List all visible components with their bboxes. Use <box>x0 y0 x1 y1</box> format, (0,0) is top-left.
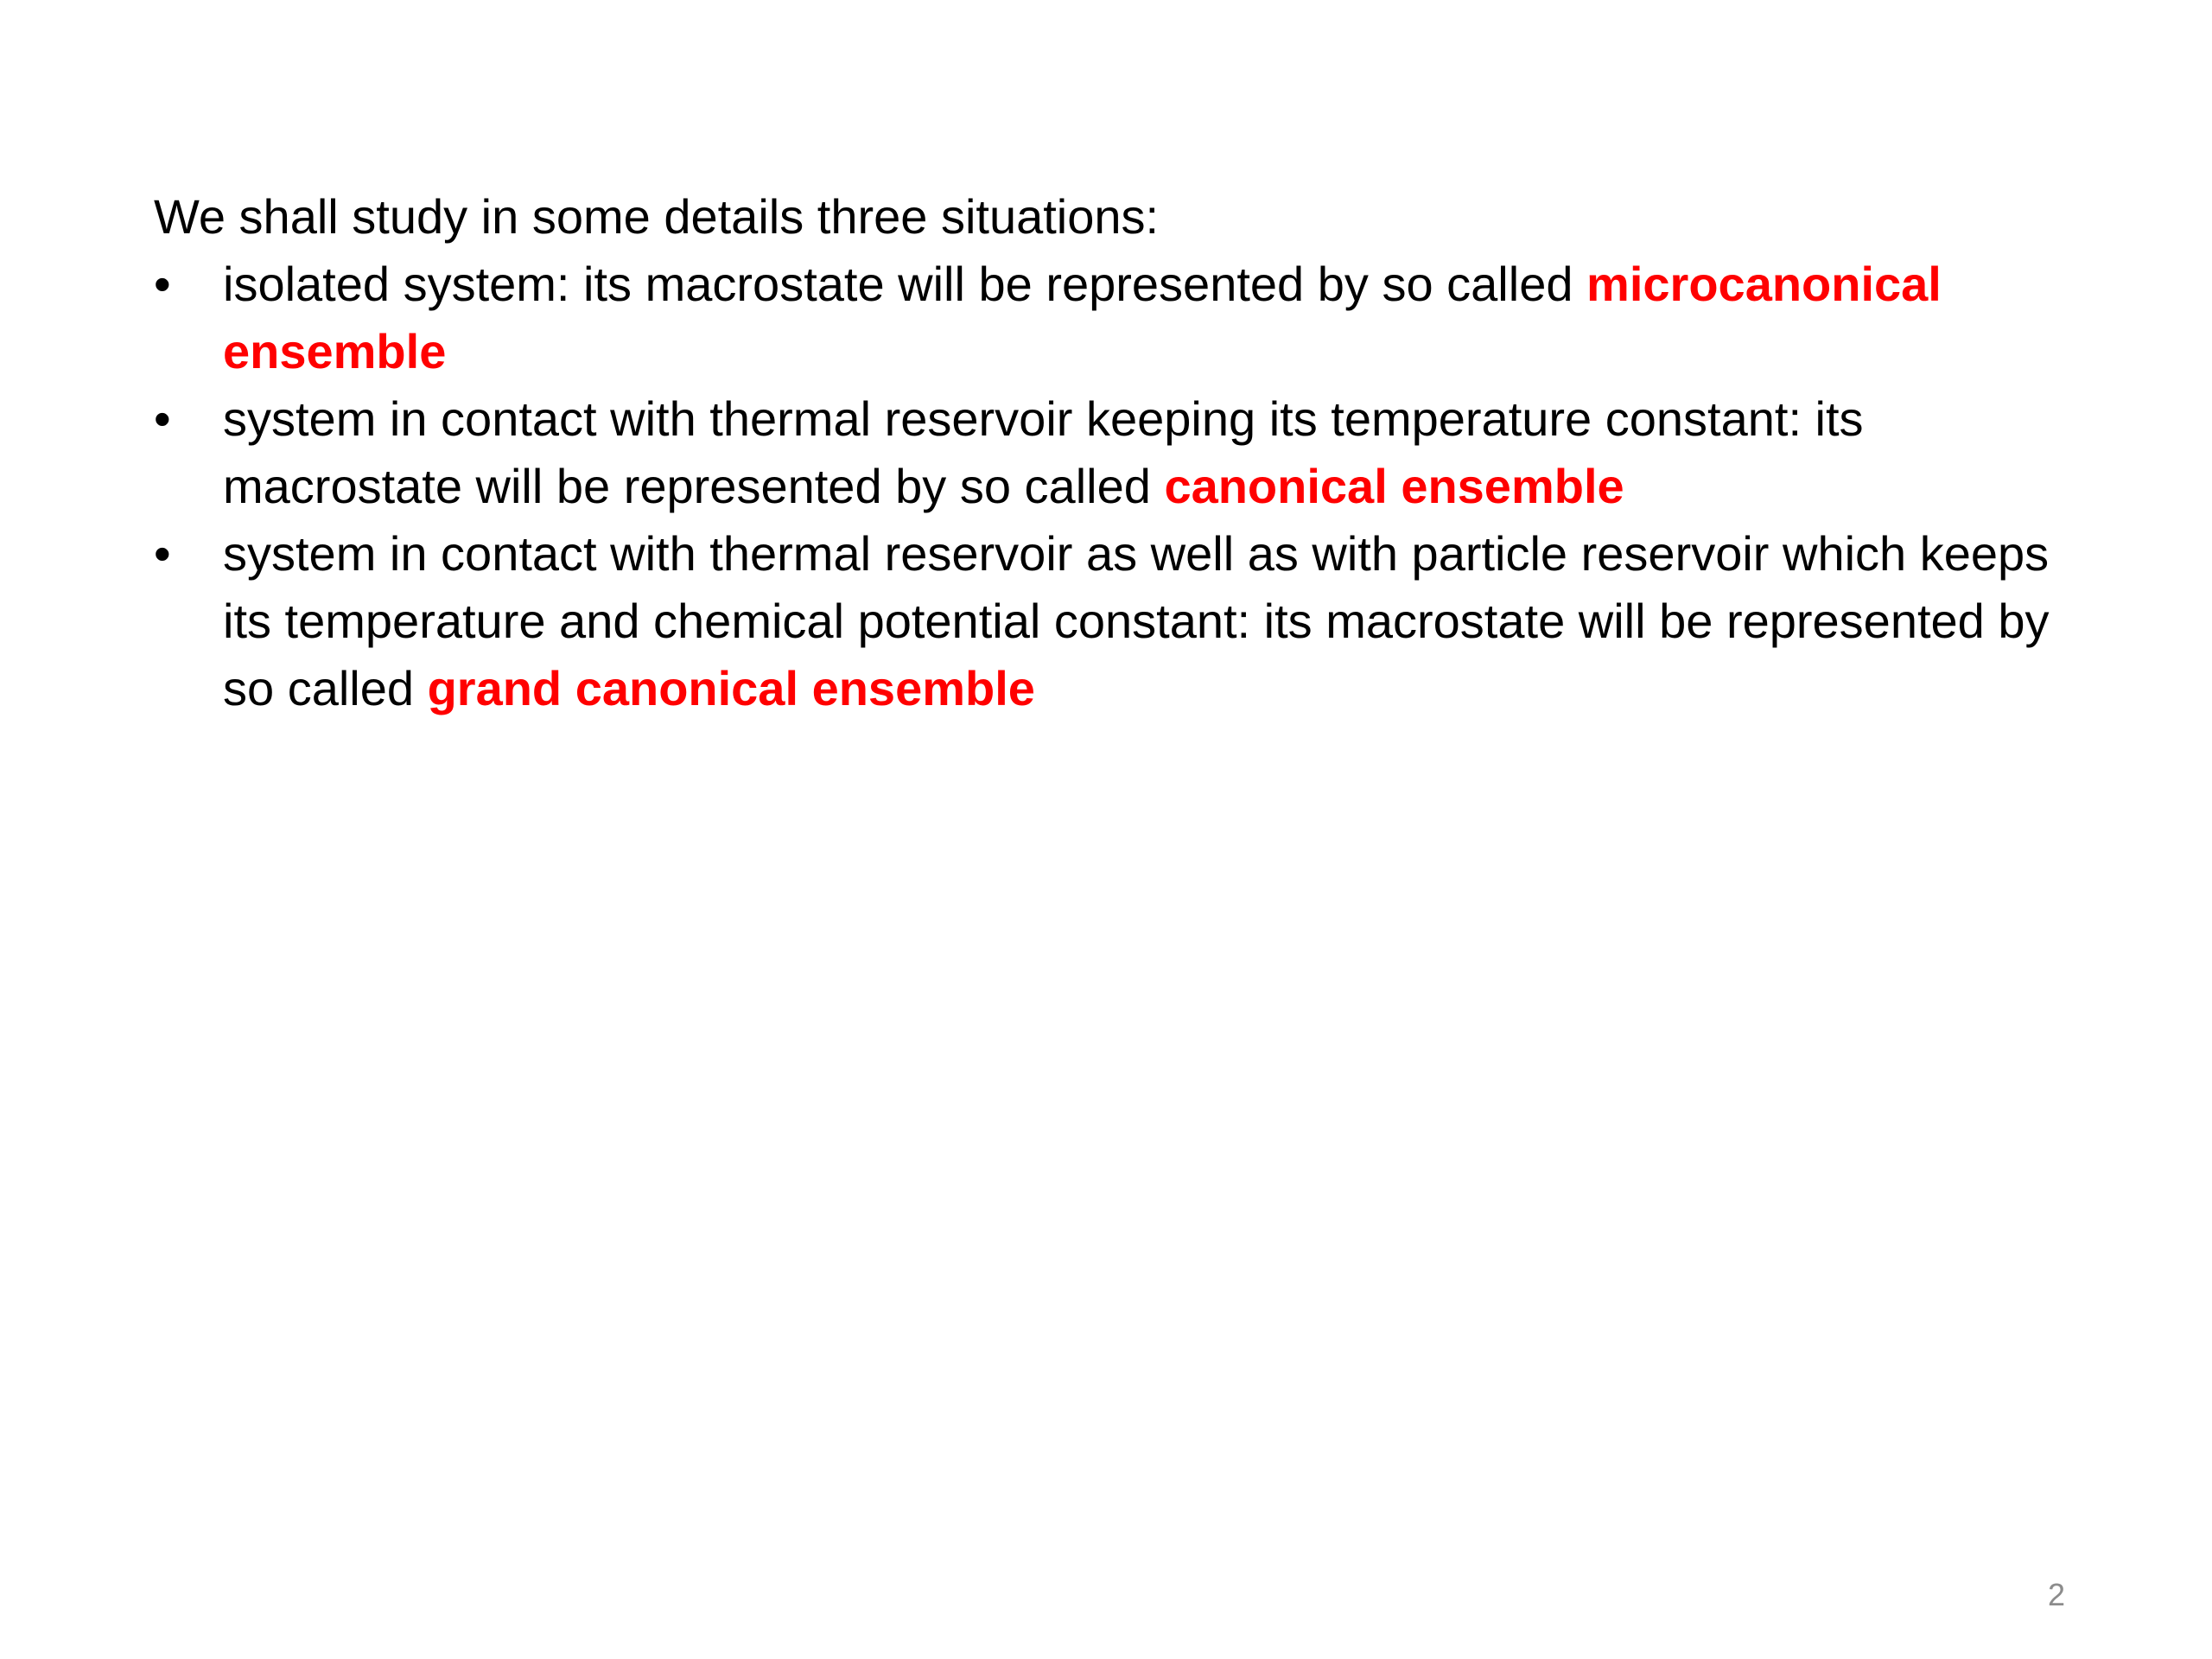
bullet-item-thermal-reservoir <box>154 385 2089 520</box>
highlight-term: canonical ensemble <box>1164 459 1624 513</box>
highlight-term: grand canonical ensemble <box>427 661 1035 715</box>
bullet-list <box>154 251 2089 722</box>
bullet-text: system in contact with thermal reservoir as well as with particle reservoir which keeps its temperature and chemical potential constant: its macrostate will be represented by so called <box>223 526 2050 715</box>
bullet-icon: • <box>154 391 171 446</box>
bullet-item-isolated-system <box>154 251 2089 385</box>
bullet-text: isolated system: its macrostate will be represented by so called <box>223 257 1587 311</box>
bullet-icon: • <box>154 257 171 311</box>
intro-text: We shall study in some details three situations: <box>154 189 1160 244</box>
page-number: 2 <box>2047 1577 2065 1612</box>
bullet-icon: • <box>154 526 171 581</box>
bullet-text: system in contact with thermal reservoir keeping its temperature constant: its macrostate will be represented by so called <box>223 391 1864 513</box>
highlight-term: microcanonical ensemble <box>223 257 1942 378</box>
bullet-item-particle-reservoir <box>154 520 2089 722</box>
slide-body <box>154 183 2089 722</box>
